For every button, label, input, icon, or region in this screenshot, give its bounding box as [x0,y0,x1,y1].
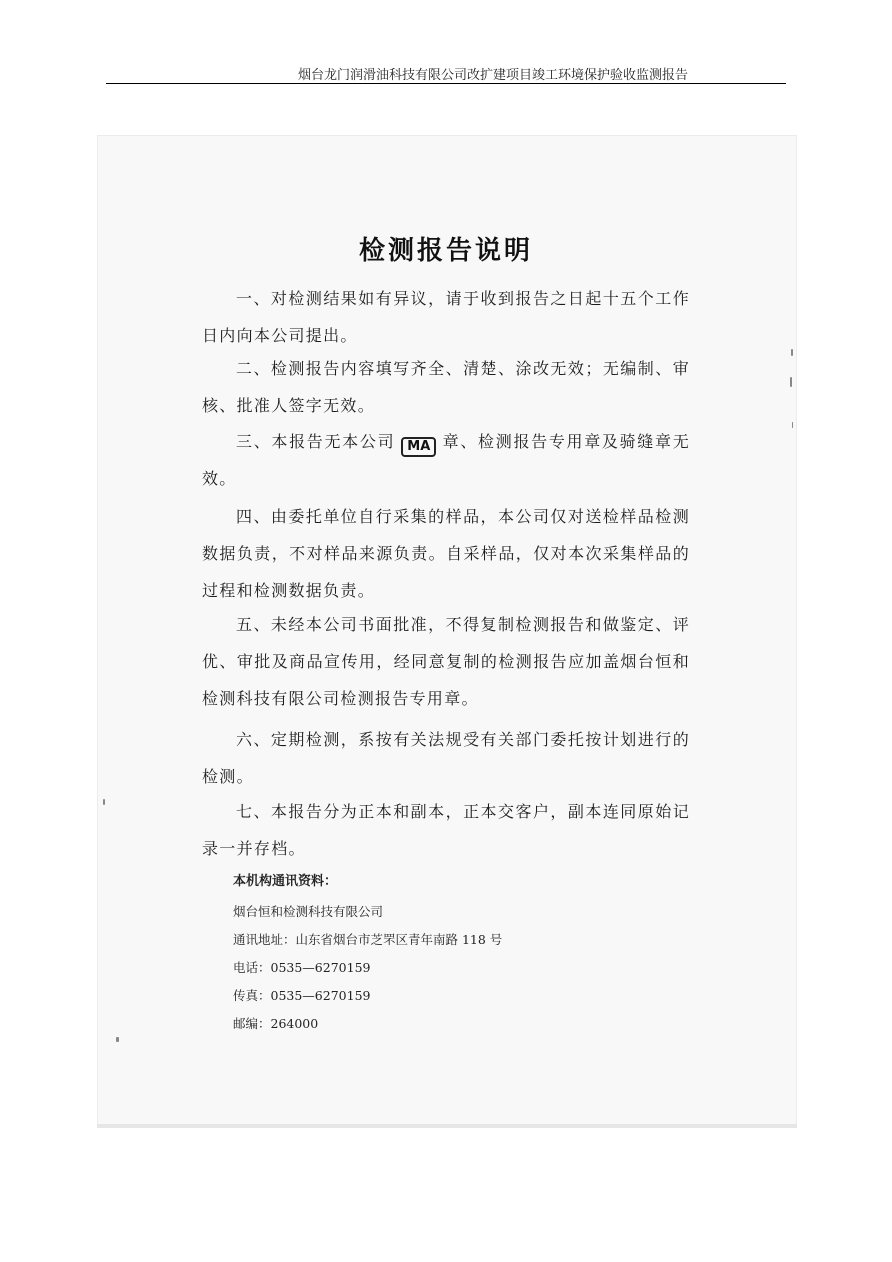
contact-postcode: 邮编：264000 [233,1016,319,1031]
clause-5: 五、未经本公司书面批准，不得复制检测报告和做鉴定、评优、审批及商品宣传用，经同意复制的检测报告应加盖烟台恒和检测科技有限公司检测报告专用章。 [202,615,690,708]
clause-6: 六、定期检测，系按有关法规受有关部门委托按计划进行的检测。 [202,730,690,786]
clause-3 [202,423,690,497]
clause-3-prefix: 三、本报告无本公司 [236,432,396,451]
contact-heading: 本机构通讯资料： [233,874,338,889]
scan-bottom-edge [97,1124,797,1128]
clause-3-suffix: 章、检测报告专用章及骑缝章无效。 [202,432,691,488]
contact-fax: 传真：0535—6270159 [233,988,371,1003]
scan-speck [791,349,793,356]
contact-company: 烟台恒和检测科技有限公司 [233,904,384,919]
document-title: 检测报告说明 [358,236,533,266]
contact-address: 通讯地址：山东省烟台市芝罘区青年南路 118 号 [233,932,503,947]
scan-speck [103,799,105,805]
contact-phone: 电话：0535—6270159 [233,960,371,975]
clause-1: 一、对检测结果如有异议，请于收到报告之日起十五个工作日内向本公司提出。 [202,289,690,345]
scan-speck [790,377,792,387]
clause-4: 四、由委托单位自行采集的样品，本公司仅对送检样品检测数据负责，不对样品来源负责。自采样品，仅对本次采集样品的过程和检测数据负责。 [202,507,690,600]
running-header: 烟台龙门润滑油科技有限公司改扩建项目竣工环境保护验收监测报告 [297,68,688,83]
cma-seal-icon: MA [401,437,436,457]
scan-speck [116,1037,119,1042]
header-rule [106,83,786,84]
clause-2: 二、检测报告内容填写齐全、清楚、涂改无效；无编制、审核、批准人签字无效。 [202,359,690,415]
contact-block [233,873,653,1043]
scan-speck [792,422,793,428]
clause-7: 七、本报告分为正本和副本，正本交客户，副本连同原始记录一并存档。 [202,802,690,858]
